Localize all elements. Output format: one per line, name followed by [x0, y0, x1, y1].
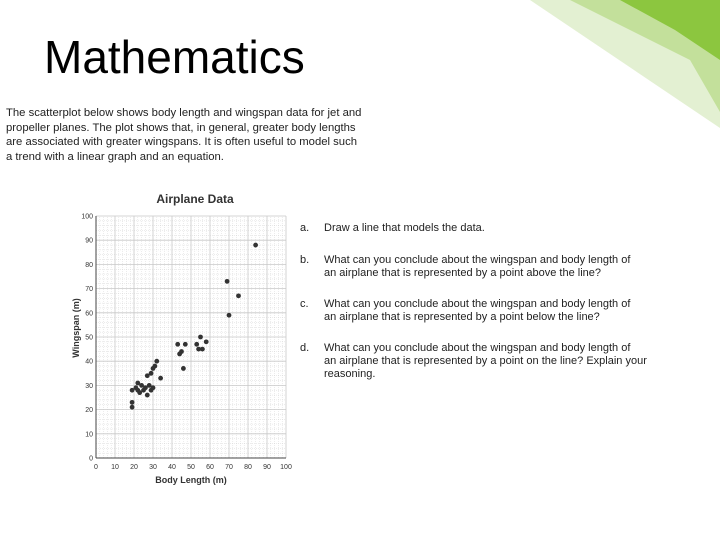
data-point	[236, 293, 241, 298]
data-point	[253, 243, 258, 248]
question-text: an airplane that is represented by a point below the line?	[324, 311, 600, 323]
y-tick-label: 100	[81, 213, 93, 221]
intro-line: The scatterplot below shows body length and wingspan data for jet and	[6, 107, 362, 119]
question-label: c.	[300, 298, 309, 310]
x-tick-label: 0	[94, 464, 98, 471]
data-point	[153, 364, 158, 369]
x-tick-label: 50	[187, 464, 195, 471]
data-point	[151, 385, 156, 390]
data-point	[200, 347, 205, 352]
y-axis-label: Wingspan (m)	[71, 298, 81, 358]
question-a	[300, 222, 485, 235]
intro-line: propeller planes. The plot shows that, in general, greater body lengths	[6, 121, 356, 134]
data-point	[158, 376, 163, 381]
data-point	[227, 313, 232, 318]
x-tick-label: 40	[168, 464, 176, 471]
question-text: an airplane that is represented by a point above the line?	[324, 267, 602, 279]
chart-points	[130, 243, 258, 410]
question-text: Draw a line that models the data.	[324, 222, 485, 234]
data-point	[130, 400, 135, 405]
slide-title: Mathematics	[44, 31, 305, 83]
data-point	[204, 339, 209, 344]
y-tick-label: 40	[85, 358, 93, 366]
corner-decoration	[510, 0, 720, 130]
x-tick-label: 80	[244, 464, 252, 471]
intro-line: are associated with greater wingspans. It is often useful to model such	[6, 136, 358, 148]
data-point	[181, 366, 186, 371]
data-point	[198, 335, 203, 340]
x-tick-label: 100	[280, 464, 292, 471]
question-d	[300, 342, 647, 381]
intro-paragraph	[6, 106, 378, 164]
data-point	[130, 405, 135, 410]
question-text: What can you conclude about the wingspan and body length of	[324, 254, 631, 266]
question-text: What can you conclude about the wingspan and body length of	[324, 342, 631, 354]
data-point	[149, 371, 154, 376]
y-tick-label: 20	[85, 407, 93, 415]
question-c	[300, 298, 630, 324]
question-label: b.	[300, 254, 310, 266]
question-label: a.	[300, 222, 310, 234]
y-tick-label: 60	[85, 310, 93, 318]
scatter-chart	[62, 180, 298, 490]
chart-title: Airplane Data	[156, 192, 234, 206]
intro-line: a trend with a linear graph and an equation.	[6, 150, 224, 163]
x-axis-label: Body Length (m)	[155, 475, 227, 485]
x-tick-label: 60	[206, 464, 214, 471]
data-point	[145, 393, 150, 398]
y-tick-label: 0	[89, 455, 93, 463]
question-label: d.	[300, 342, 310, 354]
data-point	[225, 279, 230, 284]
x-tick-label: 10	[111, 464, 119, 471]
data-point	[183, 342, 188, 347]
question-text: an airplane that is represented by a point on the line? Explain your	[324, 355, 647, 367]
data-point	[194, 342, 199, 347]
x-tick-label: 30	[149, 464, 157, 471]
x-tick-label: 20	[130, 464, 138, 471]
x-tick-label: 70	[225, 464, 233, 471]
y-tick-label: 10	[85, 431, 93, 439]
y-tick-label: 70	[85, 286, 93, 294]
y-tick-label: 90	[85, 237, 93, 245]
chart-grid	[96, 216, 286, 458]
y-tick-label: 50	[85, 334, 93, 342]
chart-ticks	[81, 214, 292, 472]
data-point	[179, 349, 184, 354]
question-text: reasoning.	[324, 368, 376, 380]
data-point	[154, 359, 159, 364]
question-text: What can you conclude about the wingspan and body length of	[324, 298, 631, 310]
y-tick-label: 30	[85, 382, 93, 390]
y-tick-label: 80	[85, 261, 93, 269]
x-tick-label: 90	[263, 464, 271, 471]
question-b	[300, 254, 630, 280]
data-point	[175, 342, 180, 347]
